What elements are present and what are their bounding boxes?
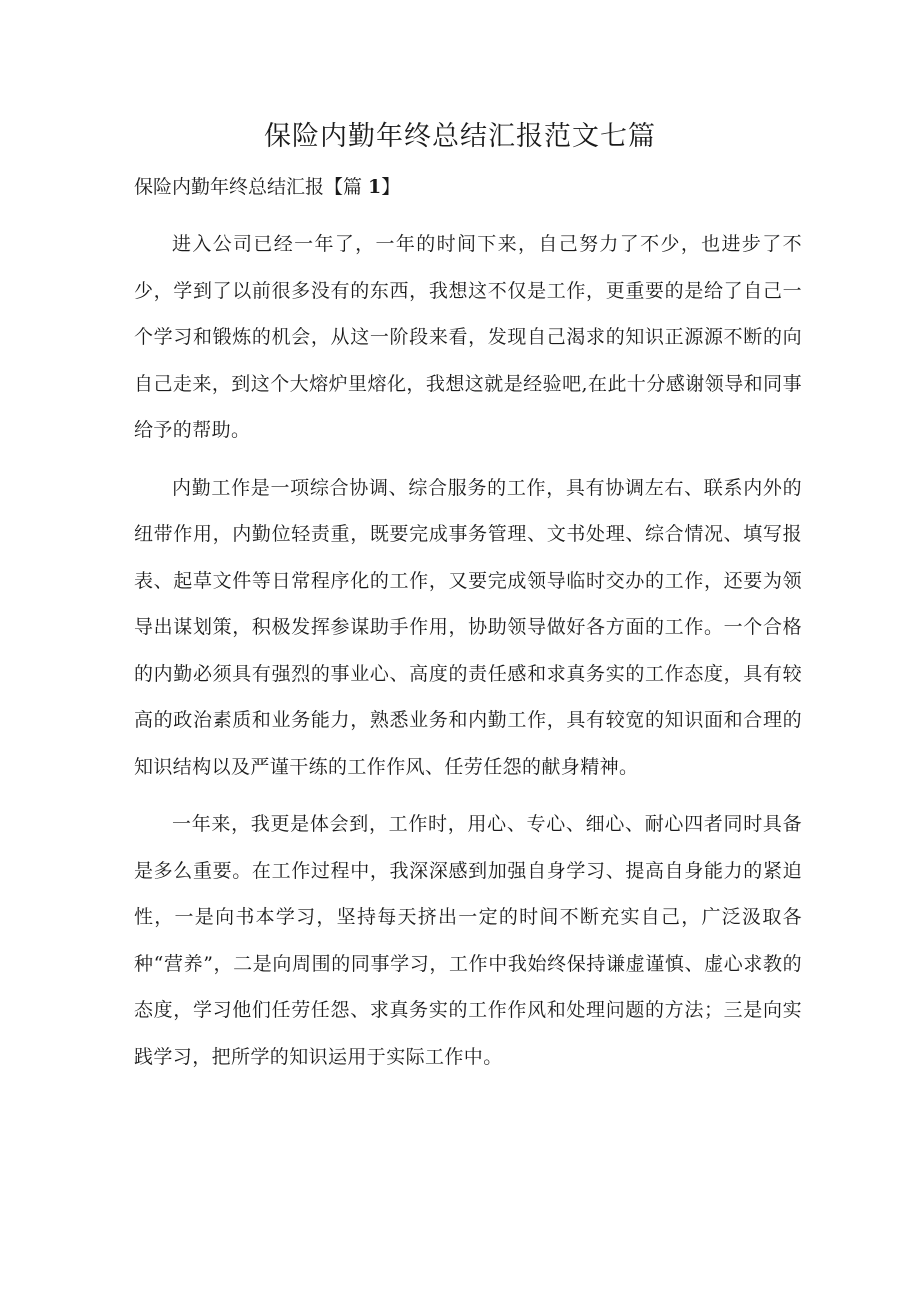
section-heading-text: 保险内勤年终总结汇报【篇 (134, 176, 369, 198)
section-heading (134, 172, 400, 202)
section-number: 1 (368, 176, 382, 198)
document-title: 保险内勤年终总结汇报范文七篇 (264, 121, 656, 152)
document-body (134, 221, 802, 1091)
paragraph-2: 内勤工作是一项综合协调、综合服务的工作，具有协调左右、联系内外的纽带作用，内勤位轻责重，既要完成事务管理、文书处理、综合情况、填写报表、起草文件等日常程序化的工作，又要完成领导临时交办的工作，还要为领导出谋划策，积极发挥参谋助手作用，协助领导做好各方面的工作。一个合格的内勤必须具有强烈的事业心、高度的责任感和求真务实的工作态度，具有较高的政治素质和业务能力，熟悉业务和内勤工作，具有较宽的知识面和合理的知识结构以及严谨干练的工作作风、任劳任怨的献身精神。 (134, 476, 802, 778)
paragraph-3: 一年来，我更是体会到，工作时，用心、专心、细心、耐心四者同时具备是多么重要。在工作过程中，我深深感到加强自身学习、提高自身能力的紧迫性，一是向书本学习，坚持每天挤出一定的时间不断充实自己，广泛汲取各种“营养”，二是向周围的同事学习，工作中我始终保持谦虚谨慎、虚心求教的态度，学习他们任劳任怨、求真务实的工作作风和处理问题的方法；三是向实践学习，把所学的知识运用于实际工作中。 (134, 813, 802, 1068)
section-heading-close: 】 (381, 176, 401, 198)
paragraph-1: 进入公司已经一年了，一年的时间下来，自己努力了不少，也进步了不少，学到了以前很多没有的东西，我想这不仅是工作，更重要的是给了自己一个学习和锻炼的机会，从这一阶段来看，发现自己渴求的知识正源源不断的向自己走来，到这个大熔炉里熔化，我想这就是经验吧,在此十分感谢领导和同事给予的帮助。 (134, 233, 802, 441)
